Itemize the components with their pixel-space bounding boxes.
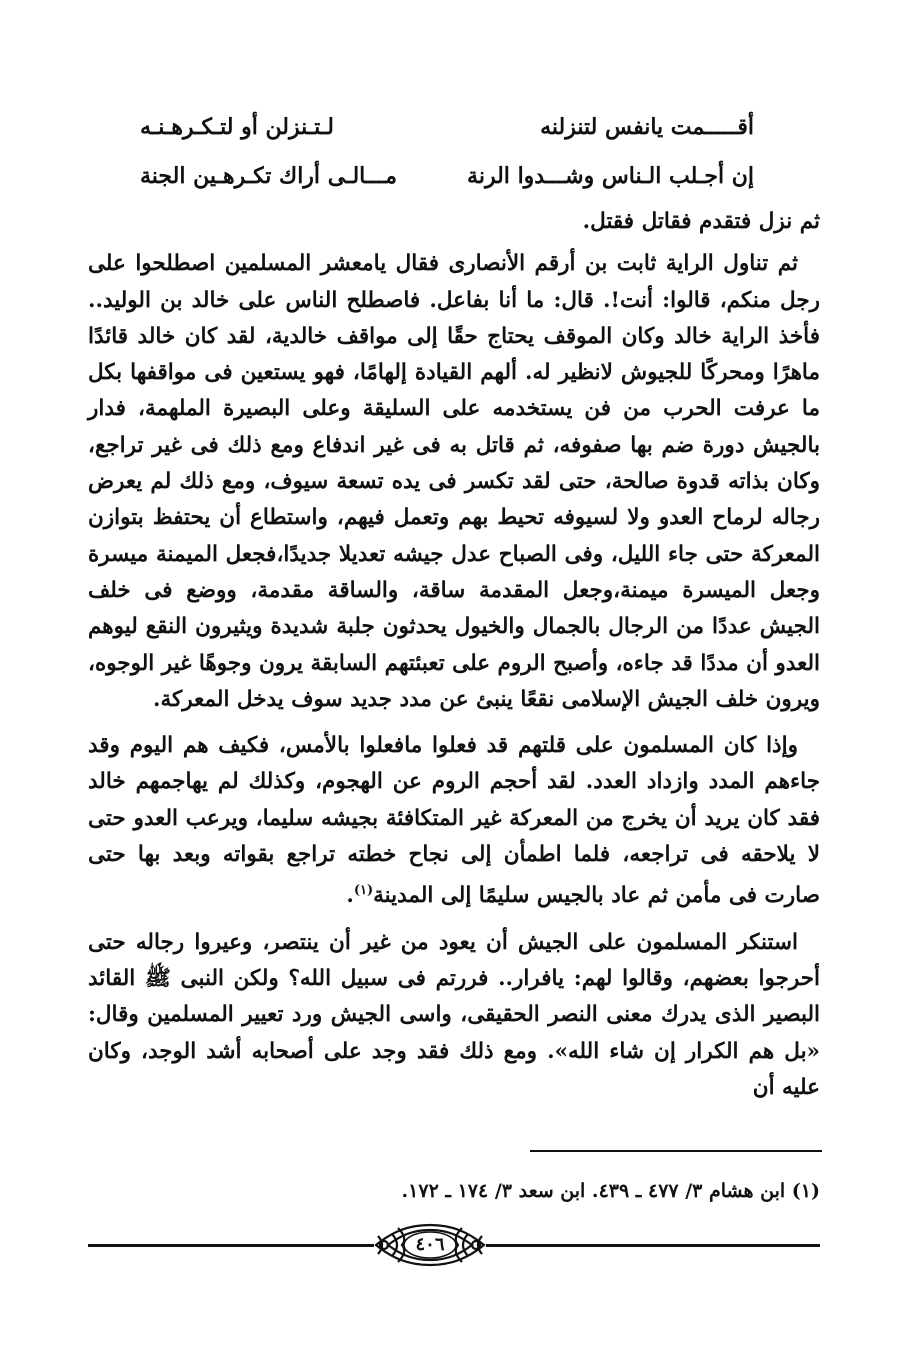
- verse-1-left: لـتـنزلن أو لتـكـرهـنـه: [140, 114, 334, 140]
- paragraph-2: ثم تناول الراية ثابت بن أرقم الأنصارى فقال يامعشر المسلمين اصطلحوا على رجل منكم، قالوا: أنت!. قال: ما أنا بفاعل. فاصطلح الناس على خالد بن الوليد.. فأخذ الراية خالد وكان الموقف يحتاج حقًا إلى مواقف خالدية، لقد كان خالد قائدًا ماهرًا ومحركًا للجيوش لانظير له. ألهم القيادة إلهامًا، فهو يستعين فى مواقفها بكل ما عرفت الحرب من فن يستخدمه على السليقة وعلى البصيرة الملهمة، فدار بالجيش دورة ضم بها صفوفه، ثم قاتل به فى غير اندفاع ومع ذلك فى غير تراجع، وكان بذاته قدوة صالحة، حتى لقد تكسر فى يده تسعة سيوف، ومع ذلك لم يعرض رجاله لرماح العدو ولا لسيوفه تحيط بهم وتعمل فيهم، واستطاع أن يحتفظ بتوازن المعركة حتى جاء الليل، وفى الصباح عدل جيشه تعديلا جديدًا،فجعل الميمنة ميسرة وجعل الميسرة ميمنة،وجعل المقدمة ساقة، والساقة مقدمة، ووضع فى خلف الجيش عددًا من الرجال بالجمال والخيول يحدثون جلبة شديدة ويثيرون النقع ليوهم العدو أن مددًا قد جاءه، وأصبح الروم على تعبئتهم السابقة يرون وجوهًا غير الوجوه، ويرون خلف الجيش الإسلامى نقعًا ينبئ عن مدد جديد سوف يدخل المعركة.: [88, 251, 820, 712]
- verse-1-right: أقـــــمت يانفس لتنزلنه: [540, 114, 754, 140]
- verse-2-right: إن أجـلب الـناس وشـــدوا الرنة: [467, 163, 754, 189]
- body-text: [88, 204, 820, 1106]
- bottom-rule-left: [88, 1244, 374, 1247]
- page-number: ٤٠٦: [415, 1234, 445, 1255]
- bottom-rule-right: [486, 1244, 820, 1247]
- paragraph-3-text: وإذا كان المسلمون على قلتهم قد فعلوا مافعلوا بالأمس، فكيف هم اليوم وقد جاءهم المدد وازداد العدد. لقد أحجم الروم عن الهجوم، وكذلك لم يهاجمهم خالد فقد كان يريد أن يخرج من المعركة غير المتكافئة بجيشه سليما، ويرعب العدو حتى لا يلاحقه فى تراجعه، فلما اطمأن إلى نجاح خطته تراجع بقواته وبعد بها حتى صارت فى مأمن ثم عاد بالجيس سليمًا إلى المدينة: [88, 733, 820, 909]
- paragraph-4: استنكر المسلمون على الجيش أن يعود من غير أن ينتصر، وعيروا رجاله حتى أحرجوا بعضهم، وقالوا لهم: يافرار.. فررتم فى سبيل الله؟ ولكن النبى ﷺ القائد البصير الذى يدرك معنى النصر الحقيقى، واسى الجيش ورد تعيير المسلمين وقال: «بل هم الكرار إن شاء الله». ومع ذلك فقد وجد على أصحابه أشد الوجد، وكان عليه أن: [88, 929, 820, 1100]
- paragraph-1: ثم نزل فتقدم فقاتل فقتل.: [582, 209, 820, 234]
- footnote-separator: [530, 1150, 822, 1152]
- footnote-marker: (١): [353, 883, 374, 899]
- footnote-text: (١) ابن هشام ٣/ ٤٧٧ ـ ٤٣٩. ابن سعد ٣/ ١٧٤ ـ ١٧٢.: [401, 1180, 820, 1202]
- paragraph-3-period: .: [346, 883, 354, 909]
- verse-2-left: مـــالـى أراك تكـرهـين الجنة: [140, 163, 398, 189]
- paragraph-3: [88, 728, 820, 915]
